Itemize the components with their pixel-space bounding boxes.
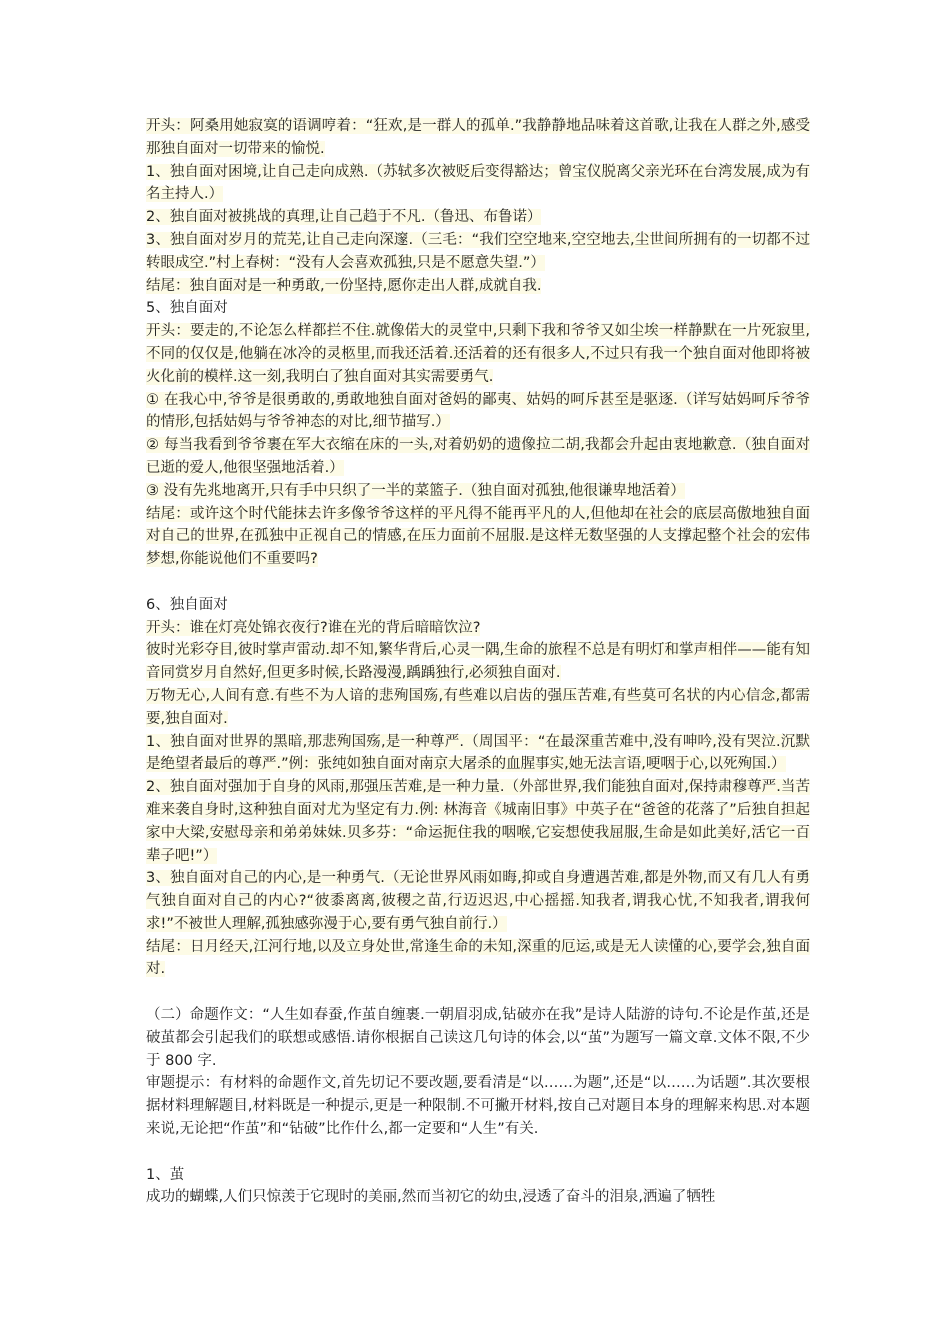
paragraph-text: 彼时光彩夺目,彼时掌声雷动.却不知,繁华背后,心灵一隅,生命的旅程不总是有明灯和掌声相伴——能有知音同赏岁月自然好,但更多时候,长路漫漫,踽踽独行,必须独自面对. — [146, 642, 810, 682]
paragraph — [146, 1164, 810, 1187]
paragraph — [146, 206, 810, 229]
paragraph — [146, 936, 810, 982]
blank-line — [146, 571, 810, 594]
paragraph-text: 结尾：或许这个时代能抹去许多像爷爷这样的平凡得不能再平凡的人,但他却在社会的底层高傲地独自面对自己的世界,在孤独中正视自己的情感,在压力面前不屈服.是这样无数坚强的人支撑起整个社会的宏伟梦想,你能说他们不重要吗? — [146, 505, 810, 568]
paragraph — [146, 1004, 810, 1072]
paragraph-text: ② 每当我看到爷爷裹在军大衣缩在床的一头,对着奶奶的遗像拉二胡,我都会升起由衷地歉意.（独自面对已逝的爱人,他很坚强地活着.） — [146, 437, 810, 476]
document-body — [146, 115, 810, 1209]
paragraph-text: （二）命题作文：“人生如春蚕,作茧自缠裹.一朝眉羽成,钻破亦在我”是诗人陆游的诗句.不论是作茧,还是破茧都会引起我们的联想或感悟.请你根据自己读这几句诗的体会,以“茧”为题写一篇文章.文体不限,不少于 800 字. — [146, 1007, 810, 1069]
paragraph-text: 5、独自面对 — [146, 300, 228, 317]
paragraph — [146, 297, 810, 320]
paragraph — [146, 867, 810, 935]
paragraph — [146, 434, 810, 480]
paragraph — [146, 389, 810, 435]
paragraph-text: 2、独自面对强加于自身的风雨,那强压苦难,是一种力量.（外部世界,我们能独自面对,保持肃穆尊严.当苦难来袭自身时,这种独自面对尤为坚定有力.例: 林海音《城南旧事》中英子在“爸爸的花落了”后独自担起家中大梁,安慰母亲和弟弟妹妹.贝多芬：“命运扼住我的咽喉,它妄想使我屈服,生命是如此美好,活它一百辈子吧!”） — [146, 779, 810, 864]
paragraph — [146, 320, 810, 388]
paragraph — [146, 503, 810, 571]
paragraph-text: 2、独自面对被挑战的真理,让自己趋于不凡.（鲁迅、布鲁诺） — [146, 209, 542, 226]
paragraph-text: 6、独自面对 — [146, 596, 228, 613]
paragraph-text: ① 在我心中,爷爷是很勇敢的,勇敢地独自面对爸妈的鄙夷、姑妈的呵斥甚至是驱逐.（详写姑妈呵斥爷爷的情形,包括姑妈与爷爷神态的对比,细节描写.） — [146, 391, 810, 431]
blank-line — [146, 981, 810, 1004]
paragraph — [146, 480, 810, 503]
paragraph — [146, 161, 810, 207]
paragraph-text: 3、独自面对岁月的荒芜,让自己走向深邃.（三毛：“我们空空地来,空空地去,尘世间所拥有的一切都不过转眼成空.”村上春树：“没有人会喜欢孤独,只是不愿意失望.”） — [146, 231, 810, 271]
paragraph — [146, 639, 810, 685]
paragraph — [146, 685, 810, 731]
paragraph-text: 成功的蝴蝶,人们只惊羡于它现时的美丽,然而当初它的幼虫,浸透了奋斗的泪泉,洒遍了牺牲 — [146, 1189, 716, 1206]
paragraph-text: 结尾：日月经天,江河行地,以及立身处世,常逢生命的未知,深重的厄运,或是无人读懂的心,要学会,独自面对. — [146, 938, 810, 978]
paragraph-text: 3、独自面对自己的内心,是一种勇气.（无论世界风雨如晦,抑或自身遭遇苦难,都是外物,而又有几人有勇气独自面对自己的内心?“彼黍离离,彼稷之苗,行迈迟迟,中心摇摇.知我者,谓我心忧,不知我者,谓我何求!”不被世人理解,孤独感弥漫于心,要有勇气独自前行.） — [146, 870, 810, 932]
paragraph — [146, 1072, 810, 1140]
paragraph — [146, 1186, 810, 1209]
paragraph-text: 开头：谁在灯亮处锦衣夜行?谁在光的背后暗暗饮泣? — [146, 619, 481, 636]
paragraph-text: 结尾：独自面对是一种勇敢,一份坚持,愿你走出人群,成就自我. — [146, 277, 542, 294]
paragraph — [146, 275, 810, 298]
paragraph-text: 万物无心,人间有意.有些不为人谙的悲殉国殇,有些难以启齿的强压苦难,有些莫可名状的内心信念,都需要,独自面对. — [146, 687, 810, 727]
paragraph-text: 1、独自面对世界的黑暗,那悲殉国殇,是一种尊严.（周国平：“在最深重苦难中,没有呻吟,没有哭泣.沉默是绝望者最后的尊严.”例：张纯如独自面对南京大屠杀的血腥事实,她无法言语,哽咽于心,以死殉国.） — [146, 733, 810, 773]
paragraph-text: ③ 没有先兆地离开,只有手中只织了一半的菜篮子.（独自面对孤独,他很谦卑地活着） — [146, 482, 685, 499]
blank-line — [146, 1141, 810, 1164]
paragraph-text: 开头：阿桑用她寂寞的语调哼着：“狂欢,是一群人的孤单.”我静静地品味着这首歌,让我在人群之外,感受那独自面对一切带来的愉悦. — [146, 118, 810, 157]
paragraph — [146, 617, 810, 640]
paragraph — [146, 115, 810, 161]
paragraph — [146, 594, 810, 617]
paragraph-text: 1、茧 — [146, 1166, 185, 1183]
paragraph-text: 1、独自面对困境,让自己走向成熟.（苏轼多次被贬后变得豁达；曾宝仪脱离父亲光环在台湾发展,成为有名主持人.） — [146, 163, 810, 203]
paragraph-text: 开头：要走的,不论怎么样都拦不住.就像偌大的灵堂中,只剩下我和爷爷又如尘埃一样静默在一片死寂里,不同的仅仅是,他躺在冰冷的灵柩里,而我还活着.还活着的还有很多人,不过只有我一个独自面对他即将被火化前的模样.这一刻,我明白了独自面对其实需要勇气. — [146, 323, 810, 385]
paragraph — [146, 229, 810, 275]
paragraph — [146, 776, 810, 867]
paragraph-text: 审题提示：有材料的命题作文,首先切记不要改题,要看清是“以……为题”,还是“以……为话题”.其次要根据材料理解题目,材料既是一种提示,更是一种限制.不可撇开材料,按自己对题目本身的理解来构思.对本题来说,无论把“作茧”和“钻破”比作什么,都一定要和“人生”有关. — [146, 1075, 810, 1138]
paragraph — [146, 731, 810, 777]
